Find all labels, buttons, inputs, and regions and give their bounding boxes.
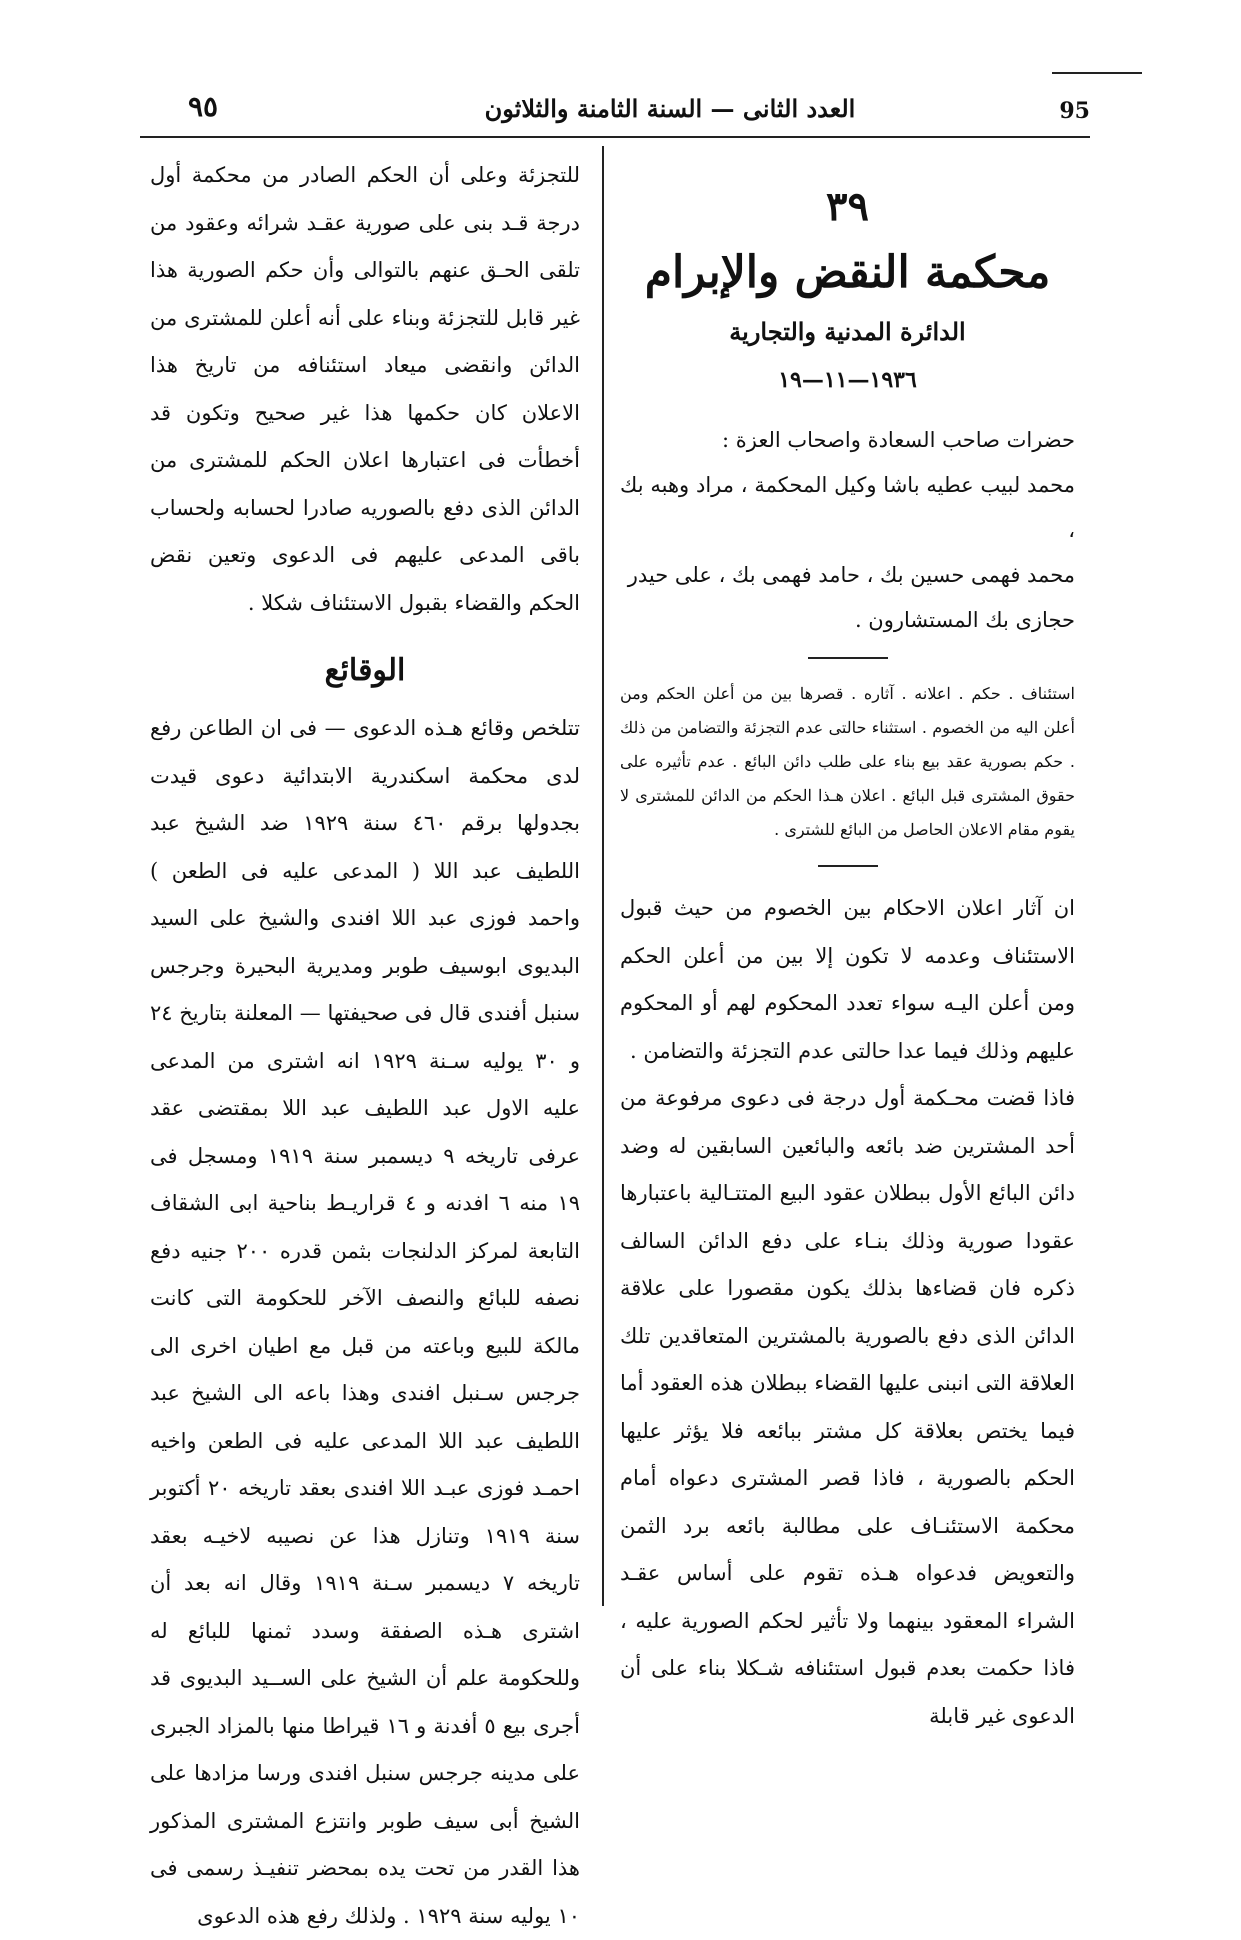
principle-paragraph: فاذا قضت محـكمة أول درجة فى دعوى مرفوعة من أحد المشترين ضد بائعه والبائعين السابقين له وضد دائن البائع الأول ببطلان عقود البيع المتتـالية باعتبارها عقودا صورية وذلك بنـاء على دفع الدائن السالف ذكره فان قضاءها بذلك يكون مقصورا على علاقة الدائن الذى دفع بالصورية بالمشترين المتعاقدين تلك العلاقة التى انبنى عليها القضاء ببطلان هذه العقود أما فيما يختص بعلاقة كل مشتر ببائعه فلا يؤثر عليها الحكم بالصورية ، فاذا قصر المشترى دعواه أمام محكمة الاستئنـاف على مطالبة بائعه برد الثمن والتعويض فدعواه هـذه تقوم على أساس عقـد الشراء المعقود بينهما ولا تأثير لحكم الصورية عليه ، فاذا حكمت بعدم قبول استئنافه شـكلا بناء على أن الدعوى غير قابلة: [620, 1086, 1075, 1728]
facts-heading: الوقائع: [324, 653, 406, 688]
separator-rule: [818, 865, 878, 867]
circuit-name: الدائرة المدنية والتجارية: [729, 317, 966, 346]
right-column: [620, 182, 1075, 1740]
journal-issue-title: العدد الثانى — السنة الثامنة والثلاثون: [484, 94, 856, 123]
continuation-paragraph: للتجزئة وعلى أن الحكم الصادر من محكمة أول درجة قـد بنى على صورية عقـد شرائه وعقود من تلقى الحـق عنهم بالتوالى وأن حكم الصورية هذا غير قابل للتجزئة وبناء على أنه أعلن للمشترى من الدائن وانقضى ميعاد استئنافه من تاريخ هذا الاعلان كان حكمها هذا غير صحيح وتكون قد أخطأت فى اعتبارها اعلان الحكم للمشترى من الدائن الذى دفع بالصوريه صادرا لحسابه ولحساب باقى المدعى عليهم فى الدعوى وتعين نقض الحكم والقضاء بقبول الاستئناف شكلا .: [150, 163, 580, 615]
judgment-date: ١٩٣٦—١١—١٩: [778, 367, 917, 393]
facts-paragraph: تتلخص وقائع هـذه الدعوى — فى ان الطاعن رفع لدى محكمة اسكندرية الابتدائية دعوى قيدت بجدولها برقم ٤٦٠ سنة ١٩٢٩ ضد الشيخ عبد اللطيف عبد اللا ( المدعى عليه فى الطعن ) واحمد فوزى عبد اللا افندى والشيخ على السيد البديوى ابوسيف طوبر ومديرية البحيرة وجرجس سنبل أفندى قال فى صحيفتها — المعلنة بتاريخ ٢٤ و ٣٠ يوليه سـنة ١٩٢٩ انه اشترى من المدعى عليه الاول عبد اللطيف عبد اللا بمقتضى عقد عرفى تاريخه ٩ ديسمبر سنة ١٩١٩ ومسجل فى ١٩ منه ٦ افدنه و ٤ قراريـط بناحية ابى الشقاف التابعة لمركز الدلنجات بثمن قدره ٢٠٠ جنيه دفع نصفه للبائع والنصف الآخر للحكومة التى كانت مالكة للبيع وباعته من قبل مع اطيان اخرى الى جرجس سـنبل افندى وهذا باعه الى الشيخ عبد اللطيف عبد اللا المدعى عليه فى الطعن واخيه احمـد فوزى عبـد اللا افندى بعقد تاريخه ٢٠ أكتوبر سنة ١٩١٩ وتنازل هذا عن نصيبه لاخيـه بعقد تاريخه ٧ ديسمبر سـنة ١٩١٩ وقال انه بعد أن اشترى هـذه الصفقة وسدد ثمنها للبائع له وللحكومة علم أن الشيخ على الســيد البديوى قد أجرى بيع ٥ أفدنة و ١٦ قيراطا منها بالمزاد الجبرى على مدينه جرجس سنبل افندى ورسا مزادها على الشيخ أبى سيف طوبر وانتزع المشترى المذكور هذا القدر من تحت يده بمحضر تنفيـذ رسمى فى ١٠ يوليه سنة ١٩٢٩ . ولذلك رفع هذه الدعوى: [150, 716, 581, 1928]
judges-block: [620, 418, 1075, 643]
judges-line: محمد لبيب عطيه باشا وكيل المحكمة ، مراد وهبه بك ،: [620, 473, 1075, 542]
page-number-latin: 95: [1059, 98, 1090, 124]
court-name: محكمة النقض والإبرام: [644, 247, 1051, 298]
page-header: [140, 90, 1090, 134]
judges-line: محمد فهمى حسين بك ، حامد فهمى بك ، على حيدر: [627, 563, 1075, 587]
judges-line: حضرات صاحب السعادة واصحاب العزة :: [721, 428, 1075, 452]
page-number-arabic: ٩٥: [188, 90, 219, 123]
column-divider: [602, 146, 604, 1606]
principle-paragraph: ان آثار اعلان الاحكام بين الخصوم من حيث قبول الاستئناف وعدمه لا تكون إلا بين من أعلن الحكم ومن أعلن اليـه سواء تعدد المحكوم لهم أو المحكوم عليهم وذلك فيما عدا حالتى عدم التجزئة والتضامن .: [620, 896, 1075, 1063]
left-column: [150, 152, 580, 1940]
case-summary: استئناف . حكم . اعلانه . آثاره . قصرها بين من أعلن الحكم ومن أعلن اليه من الخصوم . استثناء حالتى عدم التجزئة والتضامن من ذلك . حكم بصورية عقد بيع بناء على طلب دائن البائع . عدم تأثيره على حقوق المشترى قبل البائع . اعلان هـذا الحكم من الدائن للمشترى لا يقوم مقام الاعلان الحاصل من البائع للشترى .: [620, 684, 1076, 839]
separator-rule: [808, 657, 888, 659]
header-top-rule: [1052, 72, 1142, 74]
judges-line: حجازى بك المستشارون .: [854, 608, 1075, 632]
header-rule: [140, 136, 1090, 138]
case-number: ٣٩: [826, 183, 869, 230]
